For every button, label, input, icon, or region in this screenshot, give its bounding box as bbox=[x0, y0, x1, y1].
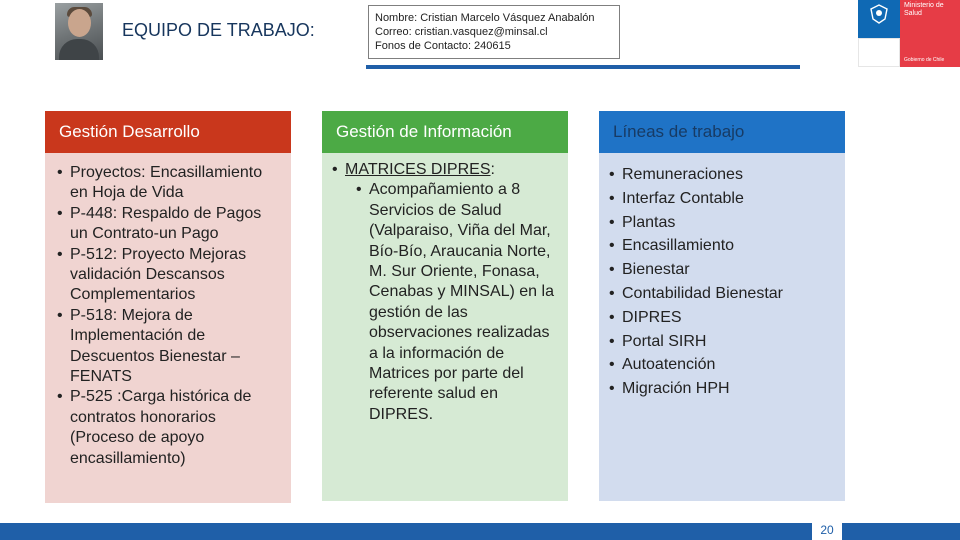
list-item: • P-525 :Carga histórica de contratos honorarios (Proceso de apoyo encasillamiento) bbox=[57, 387, 281, 469]
list-item: • Contabilidad Bienestar bbox=[609, 282, 835, 306]
column-body-lineas bbox=[599, 153, 845, 501]
column-title-lineas: Líneas de trabajo bbox=[613, 122, 745, 141]
matrices-dipres-suffix: : bbox=[490, 161, 495, 178]
column-header-desarrollo bbox=[45, 111, 291, 153]
coat-of-arms-icon bbox=[868, 3, 890, 25]
logo-line-2: Salud bbox=[904, 10, 922, 17]
column-title-desarrollo: Gestión Desarrollo bbox=[59, 122, 200, 141]
list-item: • Bienestar bbox=[609, 258, 835, 282]
list-item: • Encasillamiento bbox=[609, 234, 835, 258]
list-item bbox=[332, 160, 558, 180]
list-item: • Interfaz Contable bbox=[609, 187, 835, 211]
column-header-informacion bbox=[322, 111, 568, 153]
logo-footer: Gobierno de Chile bbox=[904, 57, 945, 63]
contact-name: Nombre: Cristian Marcelo Vásquez Anabalón bbox=[375, 12, 595, 24]
sub-list-item: • Acompañamiento a 8 Servicios de Salud (Valparaiso, Viña del Mar, Bío-Bío, Araucania Norte, M. Sur Oriente, Fonasa, Cenabas y MINSAL) en la gestión de las observaciones realizadas a la información de Matrices por parte del referente salud en DIPRES. bbox=[332, 180, 558, 425]
list-item: • DIPRES bbox=[609, 306, 835, 330]
contact-box bbox=[368, 5, 620, 59]
contact-email: Correo: cristian.vasquez@minsal.cl bbox=[375, 26, 548, 38]
profile-photo bbox=[55, 3, 103, 60]
list-item: • Plantas bbox=[609, 211, 835, 235]
list-item: • Remuneraciones bbox=[609, 163, 835, 187]
logo-line-1: Ministerio de bbox=[904, 2, 944, 9]
ministry-logo bbox=[858, 0, 960, 67]
list-item: • Autoatención bbox=[609, 353, 835, 377]
matrices-dipres-label: MATRICES DIPRES bbox=[345, 161, 491, 178]
list-item: • P-518: Mejora de Implementación de Descuentos Bienestar – FENATS bbox=[57, 306, 281, 388]
column-title-informacion: Gestión de Información bbox=[336, 122, 512, 141]
column-body-informacion bbox=[322, 153, 568, 501]
contact-phone: Fonos de Contacto: 240615 bbox=[375, 40, 511, 52]
list-item: • P-448: Respaldo de Pagos un Contrato-un Pago bbox=[57, 204, 281, 245]
list-item: • Portal SIRH bbox=[609, 330, 835, 354]
column-header-lineas bbox=[599, 111, 845, 153]
page-number: 20 bbox=[812, 521, 842, 540]
column-body-desarrollo bbox=[45, 153, 291, 503]
header-divider bbox=[366, 65, 800, 69]
list-item: • Proyectos: Encasillamiento en Hoja de Vida bbox=[57, 163, 281, 204]
list-item: • P-512: Proyecto Mejoras validación Descansos Complementarios bbox=[57, 245, 281, 306]
list-item: • Migración HPH bbox=[609, 377, 835, 401]
team-title: EQUIPO DE TRABAJO: bbox=[122, 20, 315, 40]
